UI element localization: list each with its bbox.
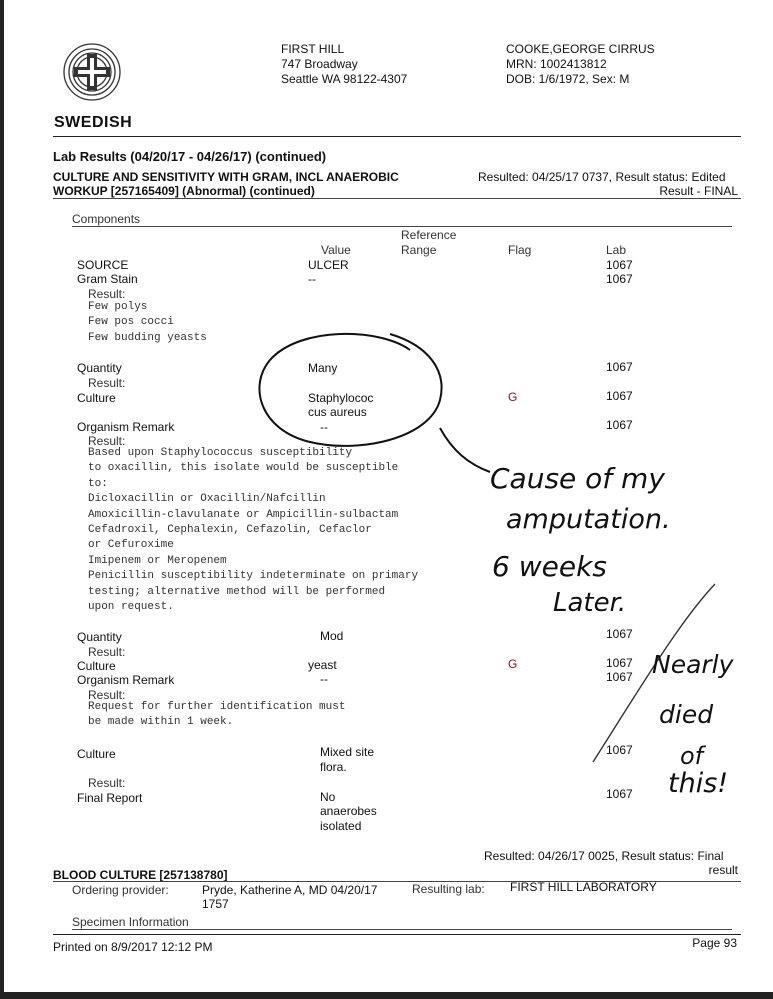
row-source-lab: 1067	[606, 258, 633, 272]
handwriting-side-2: died	[659, 700, 714, 729]
hand-drawn-circle	[240, 320, 450, 460]
row-culture3-name: Culture	[77, 747, 116, 761]
blood-culture-title: BLOOD CULTURE [257138780]	[53, 868, 228, 882]
row-quantity2-lab: 1067	[606, 627, 633, 641]
handwriting-line-1: Cause of my	[490, 462, 665, 495]
row-culture2-lab: 1067	[606, 656, 633, 670]
scan-bottom-edge	[0, 992, 773, 999]
resulting-lab-value: FIRST HILL LABORATORY	[510, 880, 657, 894]
row-quantity2-result-label: Result:	[88, 645, 126, 659]
row-finalreport-name: Final Report	[77, 791, 143, 805]
row-culture2-name: Culture	[77, 659, 116, 673]
swedish-logo-icon	[56, 40, 128, 104]
row-quantity2-name: Quantity	[77, 630, 122, 644]
ordering-provider-value-2: 1757	[202, 897, 229, 911]
handwriting-side-4: this!	[668, 768, 729, 799]
row-gram-name: Gram Stain	[77, 272, 138, 286]
handwriting-line-3: 6 weeks	[492, 550, 607, 583]
row-gram-result-text: Few polys Few pos cocci Few budding yeasts	[88, 301, 207, 344]
row-gram-result-label: Result:	[88, 287, 126, 301]
row-quantity1-name: Quantity	[77, 361, 122, 375]
row-gram-value: --	[308, 272, 316, 286]
row-culture3-value-2: flora.	[320, 760, 347, 774]
components-label: Components	[72, 212, 141, 226]
row-culture1-value-1: Staphylococ	[308, 391, 374, 405]
row-culture1-lab: 1067	[606, 389, 633, 403]
row-orgremark2-result-text: Request for further identification must be made within 1 week.	[88, 701, 346, 729]
test-name-line1: CULTURE AND SENSITIVITY WITH GRAM, INCL ANAEROBIC	[53, 170, 399, 184]
row-quantity1-value: Many	[308, 361, 338, 375]
patient-mrn: MRN: 1002413812	[506, 57, 607, 71]
specimen-information: Specimen Information	[72, 915, 189, 929]
row-quantity1-lab: 1067	[606, 360, 633, 374]
footer-page: Page 93	[692, 936, 737, 950]
row-culture3-value-1: Mixed site	[320, 745, 375, 759]
col-header-reference-2: Range	[401, 243, 437, 257]
row-orgremark2-lab: 1067	[606, 670, 633, 684]
col-header-lab: Lab	[606, 243, 627, 257]
components-divider	[72, 226, 732, 227]
handwriting-side-3: of	[680, 742, 704, 770]
row-orgremark2-value: --	[320, 672, 328, 686]
test-divider	[53, 198, 741, 199]
row-culture1-value-2: cus aureus	[308, 405, 367, 419]
row-culture2-value: yeast	[308, 658, 337, 672]
ordering-provider-value: Pryde, Katherine A, MD 04/20/17	[202, 883, 378, 897]
footer-printed: Printed on 8/9/2017 12:12 PM	[53, 940, 213, 954]
patient-dob: DOB: 1/6/1972, Sex: M	[506, 72, 630, 86]
footer-divider	[53, 934, 741, 935]
row-orgremark1-lab: 1067	[606, 418, 633, 432]
facility-street: 747 Broadway	[281, 57, 358, 71]
row-finalreport-value-1: No	[320, 790, 336, 804]
test-result-final: Result - FINAL	[659, 184, 738, 198]
row-orgremark2-name: Organism Remark	[77, 673, 175, 687]
handwriting-line-4: Later.	[553, 588, 627, 618]
row-culture3-lab: 1067	[606, 743, 633, 757]
row-source-value: ULCER	[308, 258, 349, 272]
handwriting-line-2: amputation.	[506, 504, 671, 535]
row-culture1-flag: G	[508, 390, 518, 404]
test-name-line2: WORKUP [257165409] (Abnormal) (continued)	[53, 184, 315, 198]
row-orgremark1-result-label: Result:	[88, 434, 126, 448]
row-source-name: SOURCE	[77, 258, 129, 272]
specimen-divider	[72, 929, 732, 930]
row-finalreport-lab: 1067	[606, 787, 633, 801]
section-title: Lab Results (04/20/17 - 04/26/17) (continued)	[53, 149, 327, 164]
resulting-lab-label: Resulting lab:	[412, 882, 485, 896]
row-orgremark1-name: Organism Remark	[77, 420, 175, 434]
row-orgremark2-result-label: Result:	[88, 688, 126, 702]
ordering-provider-label: Ordering provider:	[72, 883, 169, 897]
col-header-value: Value	[321, 243, 351, 257]
row-gram-lab: 1067	[606, 272, 633, 286]
row-finalreport-value-3: isolated	[320, 819, 362, 833]
row-orgremark1-value: --	[320, 420, 328, 434]
row-quantity1-result-label: Result:	[88, 376, 126, 390]
row-culture1-name: Culture	[77, 391, 116, 405]
col-header-reference-1: Reference	[401, 228, 457, 242]
header-divider	[53, 136, 741, 137]
row-quantity2-value: Mod	[320, 629, 344, 643]
col-header-flag: Flag	[508, 243, 532, 257]
blood-resulted-line2: result	[708, 863, 738, 877]
scan-left-edge	[0, 0, 4, 999]
logo-text: SWEDISH	[54, 114, 133, 131]
row-orgremark1-result-text: Based upon Staphylococcus susceptibility to oxacillin, this isolate would be susceptible to: Dicloxacillin or Oxacillin/Nafcillin Amoxicillin-clavulanate or Ampicillin-sulbactam Cefadroxil, Cephalexin, Cefazolin, Cefaclor or Cefuroxime Imipenem or Meropenem Penicillin susceptibility indeterminate on primary testing; alternative method will be performed upon request.	[88, 447, 419, 614]
patient-name: COOKE,GEORGE CIRRUS	[506, 42, 655, 56]
row-culture3-result-label: Result:	[88, 776, 126, 790]
facility-city: Seattle WA 98122-4307	[281, 72, 408, 86]
row-finalreport-value-2: anaerobes	[320, 804, 377, 818]
test-resulted: Resulted: 04/25/17 0737, Result status: Edited	[478, 170, 726, 184]
handwriting-side-1: Nearly	[652, 650, 734, 679]
blood-resulted-line1: Resulted: 04/26/17 0025, Result status: Final	[484, 849, 724, 863]
facility-name: FIRST HILL	[281, 42, 345, 56]
row-culture2-flag: G	[508, 657, 518, 671]
